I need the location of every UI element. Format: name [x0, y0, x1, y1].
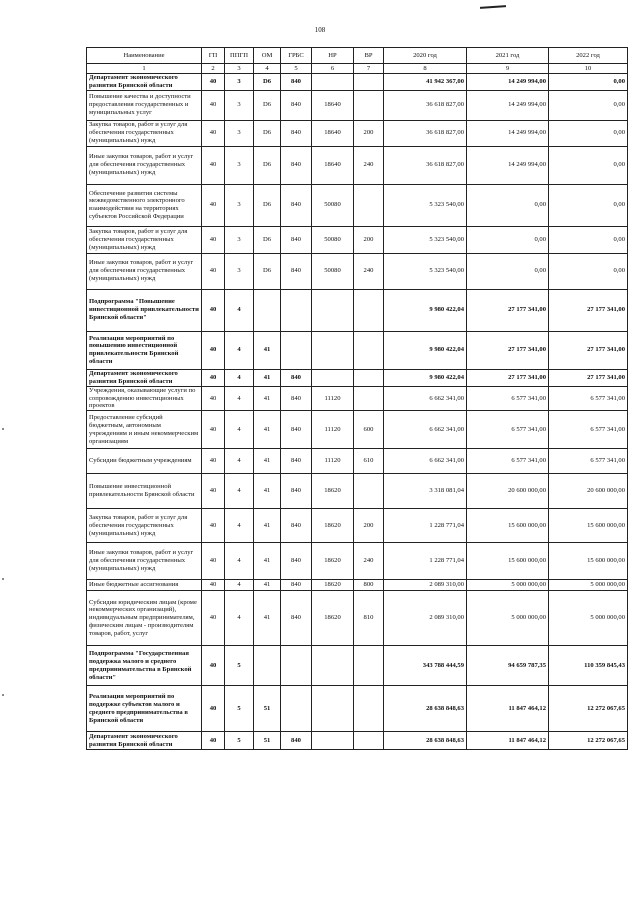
cell-gp: 40 [202, 331, 225, 369]
cell-ppgp: 3 [225, 74, 254, 91]
cell-ppgp: 4 [225, 474, 254, 509]
margin-dot [2, 428, 4, 430]
cell-gp: 40 [202, 646, 225, 686]
cell-y2020: 36 618 827,00 [384, 90, 467, 120]
cell-om: D6 [254, 90, 281, 120]
cell-vr: 240 [354, 543, 384, 580]
cell-y2021: 11 847 464,12 [467, 686, 549, 732]
cell-ppgp: 4 [225, 411, 254, 449]
cell-name: Повышение качества и доступности предоставления государственных и муниципальных услуг [87, 90, 202, 120]
cell-vr: 200 [354, 509, 384, 543]
cell-y2022: 27 177 341,00 [549, 369, 628, 386]
cell-grbs: 840 [281, 120, 312, 146]
cell-ppgp: 4 [225, 369, 254, 386]
colnum-2: 2 [202, 64, 225, 74]
cell-y2021: 15 600 000,00 [467, 543, 549, 580]
colnum-1: 1 [87, 64, 202, 74]
cell-nr [312, 289, 354, 331]
cell-name: Иные закупки товаров, работ и услуг для обеспечения государственных (муниципальных) нужд [87, 253, 202, 289]
header-name: Наименование [87, 48, 202, 64]
cell-gp: 40 [202, 289, 225, 331]
cell-om: 41 [254, 474, 281, 509]
cell-name: Подпрограмма "Государственная поддержка малого и среднего предпринимательства в Брянской области" [87, 646, 202, 686]
table-row [87, 120, 628, 146]
column-number-row [87, 64, 628, 74]
table-row [87, 369, 628, 386]
cell-grbs: 840 [281, 369, 312, 386]
cell-name: Подпрограмма "Повышение инвестиционной привлекательности Брянской области" [87, 289, 202, 331]
cell-vr: 810 [354, 591, 384, 646]
cell-name: Закупка товаров, работ и услуг для обеспечения государственных (муниципальных) нужд [87, 509, 202, 543]
cell-name: Повышение инвестиционной привлекательности Брянской области [87, 474, 202, 509]
header-ppgp: ППГП [225, 48, 254, 64]
cell-grbs: 840 [281, 411, 312, 449]
table-row [87, 74, 628, 91]
cell-nr: 18640 [312, 146, 354, 184]
cell-ppgp: 5 [225, 686, 254, 732]
cell-om [254, 646, 281, 686]
cell-om: D6 [254, 226, 281, 253]
budget-table [86, 47, 628, 750]
cell-grbs: 840 [281, 449, 312, 474]
cell-y2022: 0,00 [549, 90, 628, 120]
cell-ppgp: 3 [225, 90, 254, 120]
cell-y2020: 41 942 367,00 [384, 74, 467, 91]
cell-y2021: 11 847 464,12 [467, 732, 549, 750]
cell-y2022: 0,00 [549, 74, 628, 91]
cell-y2020: 9 980 422,04 [384, 289, 467, 331]
cell-gp: 40 [202, 253, 225, 289]
cell-ppgp: 4 [225, 591, 254, 646]
cell-om: 51 [254, 732, 281, 750]
table-row [87, 474, 628, 509]
cell-om: D6 [254, 74, 281, 91]
colnum-3: 3 [225, 64, 254, 74]
cell-name: Субсидии бюджетным учреждениям [87, 449, 202, 474]
cell-y2022: 20 600 000,00 [549, 474, 628, 509]
scan-mark [480, 5, 506, 9]
cell-y2021: 15 600 000,00 [467, 509, 549, 543]
cell-y2022: 27 177 341,00 [549, 331, 628, 369]
cell-y2022: 12 272 067,65 [549, 732, 628, 750]
cell-vr [354, 732, 384, 750]
cell-ppgp: 5 [225, 732, 254, 750]
header-2020: 2020 год [384, 48, 467, 64]
cell-nr [312, 331, 354, 369]
cell-om: D6 [254, 253, 281, 289]
table-row [87, 543, 628, 580]
cell-y2021: 6 577 341,00 [467, 411, 549, 449]
cell-ppgp: 4 [225, 449, 254, 474]
table-row [87, 386, 628, 411]
cell-om: D6 [254, 146, 281, 184]
cell-vr: 800 [354, 580, 384, 591]
cell-gp: 40 [202, 120, 225, 146]
table-row [87, 449, 628, 474]
colnum-5: 5 [281, 64, 312, 74]
cell-y2020: 36 618 827,00 [384, 146, 467, 184]
cell-om: D6 [254, 184, 281, 226]
cell-om: 51 [254, 686, 281, 732]
cell-om: 41 [254, 580, 281, 591]
header-gp: ГП [202, 48, 225, 64]
cell-om: 41 [254, 509, 281, 543]
cell-ppgp: 4 [225, 386, 254, 411]
cell-nr: 50080 [312, 226, 354, 253]
cell-gp: 40 [202, 146, 225, 184]
cell-gp: 40 [202, 543, 225, 580]
cell-ppgp: 3 [225, 253, 254, 289]
cell-y2020: 1 228 771,04 [384, 509, 467, 543]
cell-y2021: 6 577 341,00 [467, 449, 549, 474]
page-number: 108 [314, 26, 326, 34]
cell-om: 41 [254, 331, 281, 369]
cell-ppgp: 4 [225, 331, 254, 369]
table-row [87, 509, 628, 543]
cell-name: Учреждения, оказывающие услуги по сопровождению инвестиционных проектов [87, 386, 202, 411]
cell-gp: 40 [202, 90, 225, 120]
table-row [87, 646, 628, 686]
cell-y2021: 94 659 787,35 [467, 646, 549, 686]
cell-vr: 200 [354, 120, 384, 146]
table-row [87, 146, 628, 184]
cell-gp: 40 [202, 474, 225, 509]
cell-grbs: 840 [281, 90, 312, 120]
header-vr: ВР [354, 48, 384, 64]
cell-gp: 40 [202, 732, 225, 750]
cell-name: Предоставление субсидий бюджетным, автономным учреждениям и иным некоммерческим организациям [87, 411, 202, 449]
table-body [87, 74, 628, 750]
cell-name: Закупка товаров, работ и услуг для обеспечения государственных (муниципальных) нужд [87, 120, 202, 146]
cell-vr [354, 184, 384, 226]
cell-nr: 18640 [312, 90, 354, 120]
cell-grbs: 840 [281, 226, 312, 253]
cell-nr [312, 686, 354, 732]
cell-y2020: 6 662 341,00 [384, 386, 467, 411]
cell-name: Иные закупки товаров, работ и услуг для обеспечения государственных (муниципальных) нужд [87, 543, 202, 580]
cell-nr: 11120 [312, 411, 354, 449]
cell-y2021: 5 000 000,00 [467, 580, 549, 591]
cell-grbs [281, 331, 312, 369]
cell-vr [354, 74, 384, 91]
cell-nr: 11120 [312, 449, 354, 474]
cell-vr [354, 474, 384, 509]
cell-grbs: 840 [281, 509, 312, 543]
cell-gp: 40 [202, 226, 225, 253]
cell-nr: 18640 [312, 120, 354, 146]
table-row [87, 289, 628, 331]
cell-y2021: 27 177 341,00 [467, 369, 549, 386]
cell-nr: 50080 [312, 184, 354, 226]
cell-ppgp: 3 [225, 146, 254, 184]
cell-gp: 40 [202, 591, 225, 646]
cell-y2021: 27 177 341,00 [467, 289, 549, 331]
cell-grbs: 840 [281, 253, 312, 289]
cell-y2022: 27 177 341,00 [549, 289, 628, 331]
colnum-4: 4 [254, 64, 281, 74]
cell-y2020: 1 228 771,04 [384, 543, 467, 580]
colnum-10: 10 [549, 64, 628, 74]
table-row [87, 253, 628, 289]
cell-y2020: 28 638 848,63 [384, 732, 467, 750]
cell-y2021: 14 249 994,00 [467, 90, 549, 120]
cell-vr [354, 289, 384, 331]
cell-grbs: 840 [281, 591, 312, 646]
cell-name: Департамент экономического развития Брянской области [87, 732, 202, 750]
cell-y2021: 27 177 341,00 [467, 331, 549, 369]
cell-y2022: 0,00 [549, 146, 628, 184]
cell-grbs: 840 [281, 732, 312, 750]
header-row [87, 48, 628, 64]
cell-y2022: 15 600 000,00 [549, 543, 628, 580]
cell-grbs: 840 [281, 184, 312, 226]
cell-y2021: 6 577 341,00 [467, 386, 549, 411]
cell-y2022: 5 000 000,00 [549, 591, 628, 646]
cell-y2020: 343 788 444,59 [384, 646, 467, 686]
cell-y2020: 2 089 310,00 [384, 591, 467, 646]
table-row [87, 226, 628, 253]
cell-y2022: 5 000 000,00 [549, 580, 628, 591]
cell-gp: 40 [202, 580, 225, 591]
cell-gp: 40 [202, 74, 225, 91]
cell-gp: 40 [202, 386, 225, 411]
cell-gp: 40 [202, 184, 225, 226]
table-row [87, 331, 628, 369]
cell-y2022: 12 272 067,65 [549, 686, 628, 732]
cell-name: Иные закупки товаров, работ и услуг для обеспечения государственных (муниципальных) нужд [87, 146, 202, 184]
table-row [87, 591, 628, 646]
cell-vr [354, 90, 384, 120]
cell-nr: 18620 [312, 474, 354, 509]
cell-vr: 610 [354, 449, 384, 474]
cell-y2021: 0,00 [467, 226, 549, 253]
cell-gp: 40 [202, 509, 225, 543]
colnum-8: 8 [384, 64, 467, 74]
cell-vr: 240 [354, 253, 384, 289]
cell-ppgp: 5 [225, 646, 254, 686]
cell-y2020: 28 638 848,63 [384, 686, 467, 732]
cell-nr [312, 646, 354, 686]
cell-y2020: 9 980 422,04 [384, 369, 467, 386]
table-row [87, 732, 628, 750]
cell-ppgp: 4 [225, 509, 254, 543]
header-grbs: ГРБС [281, 48, 312, 64]
cell-y2020: 9 980 422,04 [384, 331, 467, 369]
cell-y2021: 14 249 994,00 [467, 74, 549, 91]
cell-gp: 40 [202, 411, 225, 449]
cell-y2022: 6 577 341,00 [549, 449, 628, 474]
cell-vr [354, 646, 384, 686]
cell-y2020: 3 318 081,04 [384, 474, 467, 509]
cell-y2020: 36 618 827,00 [384, 120, 467, 146]
cell-grbs: 840 [281, 146, 312, 184]
cell-grbs [281, 289, 312, 331]
cell-om: 41 [254, 369, 281, 386]
cell-vr [354, 331, 384, 369]
cell-nr [312, 732, 354, 750]
table-row [87, 686, 628, 732]
cell-name: Субсидии юридическим лицам (кроме некоммерческих организаций), индивидуальным предпринимателям, физическим лицам - производителям товаров, работ, услуг [87, 591, 202, 646]
cell-y2022: 6 577 341,00 [549, 411, 628, 449]
cell-om: D6 [254, 120, 281, 146]
cell-grbs: 840 [281, 74, 312, 91]
cell-ppgp: 4 [225, 543, 254, 580]
cell-vr: 200 [354, 226, 384, 253]
cell-y2022: 0,00 [549, 184, 628, 226]
cell-name: Иные бюджетные ассигнования [87, 580, 202, 591]
cell-name: Реализация мероприятий по повышению инвестиционной привлекательности Брянской области [87, 331, 202, 369]
header-nr: НР [312, 48, 354, 64]
cell-vr [354, 686, 384, 732]
header-2021: 2021 год [467, 48, 549, 64]
cell-y2020: 5 323 540,00 [384, 226, 467, 253]
cell-ppgp: 4 [225, 580, 254, 591]
cell-y2020: 2 089 310,00 [384, 580, 467, 591]
colnum-9: 9 [467, 64, 549, 74]
header-2022: 2022 год [549, 48, 628, 64]
table-row [87, 184, 628, 226]
colnum-7: 7 [354, 64, 384, 74]
table-row [87, 580, 628, 591]
cell-y2021: 5 000 000,00 [467, 591, 549, 646]
cell-vr [354, 369, 384, 386]
cell-gp: 40 [202, 686, 225, 732]
cell-ppgp: 3 [225, 226, 254, 253]
cell-grbs: 840 [281, 543, 312, 580]
cell-nr: 18620 [312, 580, 354, 591]
colnum-6: 6 [312, 64, 354, 74]
cell-nr: 11120 [312, 386, 354, 411]
cell-gp: 40 [202, 369, 225, 386]
cell-y2020: 6 662 341,00 [384, 411, 467, 449]
cell-ppgp: 4 [225, 289, 254, 331]
cell-nr: 18620 [312, 591, 354, 646]
cell-y2020: 5 323 540,00 [384, 253, 467, 289]
cell-ppgp: 3 [225, 184, 254, 226]
cell-y2022: 0,00 [549, 253, 628, 289]
cell-vr: 240 [354, 146, 384, 184]
cell-grbs [281, 686, 312, 732]
cell-y2020: 5 323 540,00 [384, 184, 467, 226]
cell-om: 41 [254, 591, 281, 646]
cell-y2021: 14 249 994,00 [467, 120, 549, 146]
cell-nr: 18620 [312, 509, 354, 543]
margin-dot [2, 578, 4, 580]
cell-nr [312, 74, 354, 91]
cell-om: 41 [254, 543, 281, 580]
cell-name: Закупка товаров, работ и услуг для обеспечения государственных (муниципальных) нужд [87, 226, 202, 253]
cell-y2021: 20 600 000,00 [467, 474, 549, 509]
cell-nr: 18620 [312, 543, 354, 580]
cell-name: Реализация мероприятий по поддержке субъектов малого и среднего предпринимательства в Брянской области [87, 686, 202, 732]
cell-y2022: 15 600 000,00 [549, 509, 628, 543]
cell-grbs: 840 [281, 580, 312, 591]
cell-ppgp: 3 [225, 120, 254, 146]
cell-name: Обеспечение развития системы межведомственного электронного взаимодействия на территориях субъектов Российской Федерации [87, 184, 202, 226]
cell-nr [312, 369, 354, 386]
cell-y2022: 110 359 845,43 [549, 646, 628, 686]
cell-y2021: 14 249 994,00 [467, 146, 549, 184]
cell-om: 41 [254, 411, 281, 449]
cell-grbs: 840 [281, 386, 312, 411]
cell-om: 41 [254, 386, 281, 411]
margin-dot [2, 694, 4, 696]
cell-om: 41 [254, 449, 281, 474]
cell-om [254, 289, 281, 331]
cell-y2021: 0,00 [467, 184, 549, 226]
cell-y2022: 0,00 [549, 120, 628, 146]
cell-name: Департамент экономического развития Брянской области [87, 74, 202, 91]
table-row [87, 90, 628, 120]
cell-gp: 40 [202, 449, 225, 474]
cell-y2022: 0,00 [549, 226, 628, 253]
cell-name: Департамент экономического развития Брянской области [87, 369, 202, 386]
cell-y2021: 0,00 [467, 253, 549, 289]
cell-nr: 50080 [312, 253, 354, 289]
cell-vr [354, 386, 384, 411]
cell-y2020: 6 662 341,00 [384, 449, 467, 474]
cell-grbs [281, 646, 312, 686]
table-row [87, 411, 628, 449]
cell-grbs: 840 [281, 474, 312, 509]
cell-y2022: 6 577 341,00 [549, 386, 628, 411]
cell-vr: 600 [354, 411, 384, 449]
header-om: ОМ [254, 48, 281, 64]
